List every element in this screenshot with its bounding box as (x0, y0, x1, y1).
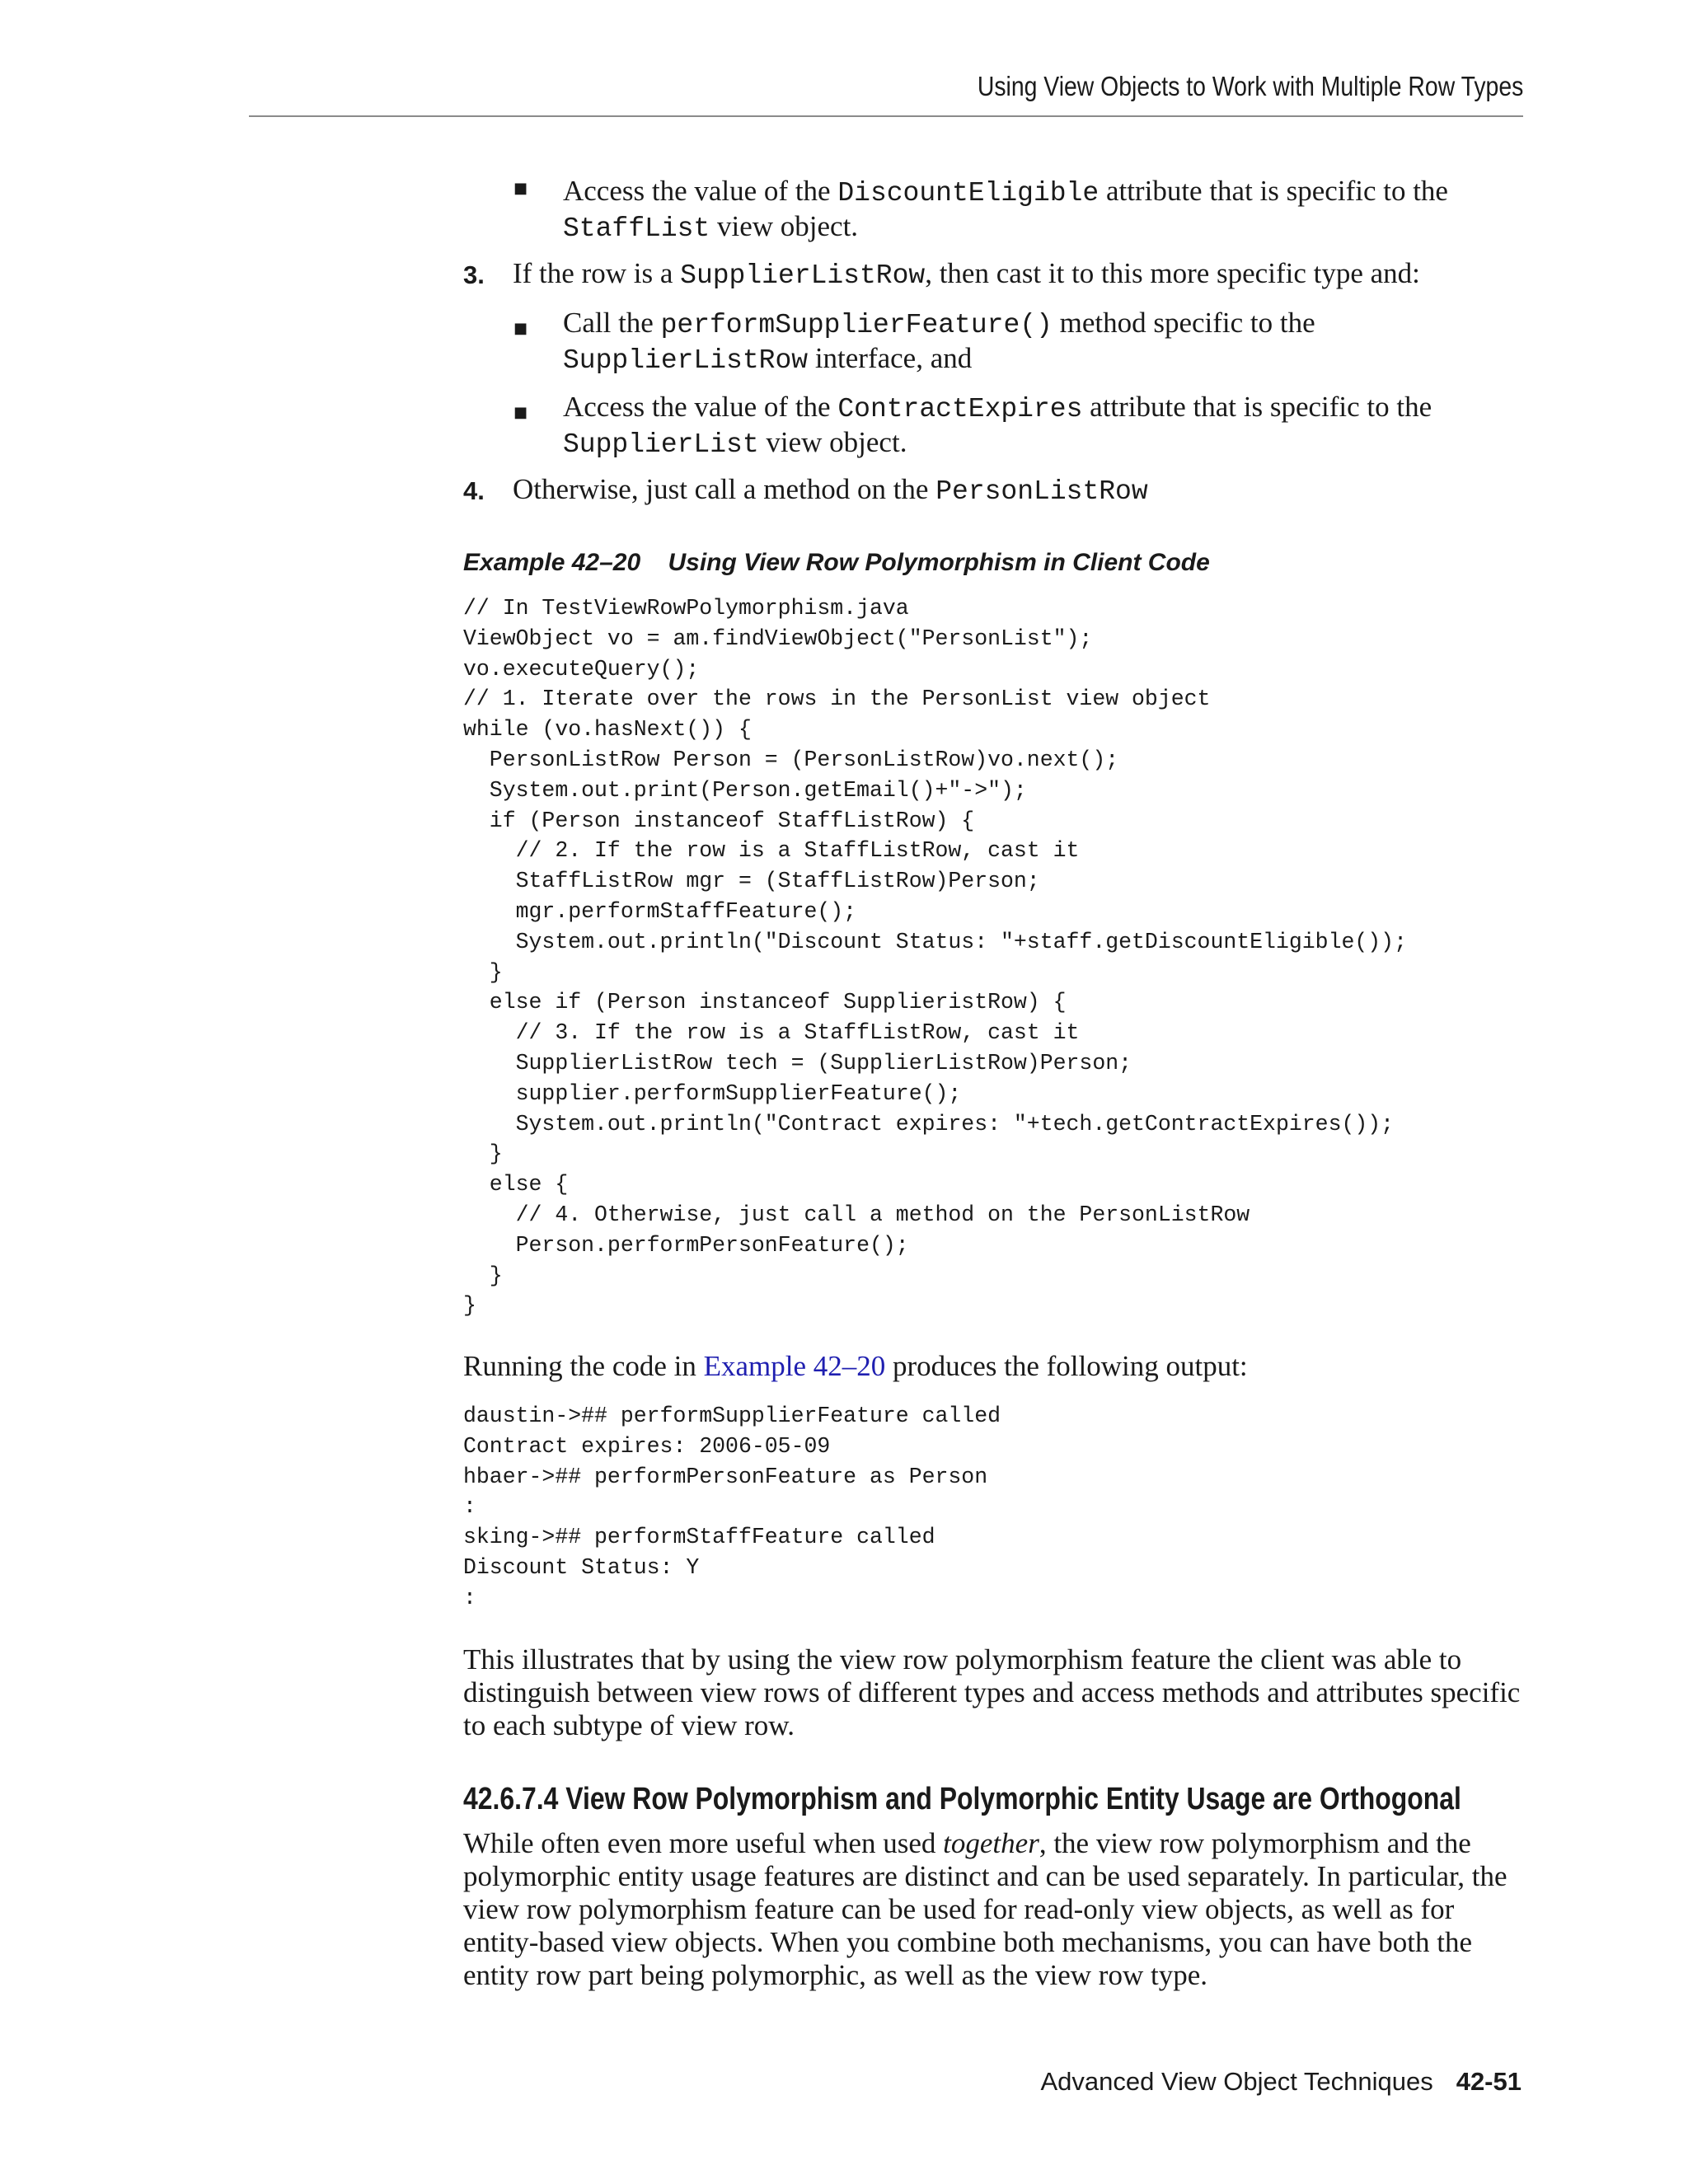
step-3-text: If the row is a SupplierListRow, then cast it to this more specific type and: (513, 257, 1420, 291)
bullet-marker: ■ (513, 180, 528, 197)
section-heading: 42.6.7.4 View Row Polymorphism and Polymorphic Entity Usage are Orthogonal (463, 1782, 1461, 1816)
page-number: 42-51 (1456, 2067, 1522, 2096)
page-header-title: Using View Objects to Work with Multiple Row Types (977, 71, 1523, 101)
step-number-4: 4. (463, 476, 485, 505)
footer-chapter: Advanced View Object Techniques (1040, 2067, 1433, 2096)
bullet-item-contract-expires: Access the value of the ContractExpires attribute that is specific to the SupplierList view object. (563, 391, 1432, 460)
bullet-marker: ■ (513, 404, 528, 421)
illustrates-paragraph: This illustrates that by using the view row polymorphism feature the client was able to distinguish between view rows of different types and access methods and attributes specific to each subtype of view row. (463, 1643, 1521, 1741)
running-paragraph: Running the code in Example 42–20 produces the following output: (463, 1350, 1248, 1382)
code-block-output: daustin->## performSupplierFeature called Contract expires: 2006-05-09 hbaer->## performPersonFeature as Person : sking->## performStaffFeature called Discount Status: Y : (463, 1404, 1001, 1610)
header-divider (249, 115, 1523, 117)
example-caption: Example 42–20 Using View Row Polymorphism in Client Code (463, 549, 1210, 576)
code-block-example: // In TestViewRowPolymorphism.java ViewObject vo = am.findViewObject("PersonList"); vo.executeQuery(); // 1. Iterate over the rows in the PersonList view object while (vo.hasNext()) { PersonListRow Person = (PersonListRow)vo.next(); System.out.print(Person.getEmail()+"->"); if (Person instanceof StaffListRow) { // 2. If the row is a StaffListRow, cast it StaffListRow mgr = (StaffListRow)Person; mgr.performStaffFeature(); System.out.println("Discount Status: "+staff.getDiscountEligible()); } else if (Person instanceof SupplieristRow) { // 3. If the row is a StaffListRow, cast it SupplierListRow tech = (SupplierListRow)Person; supplier.performSupplierFeature(); System.out.println("Contract expires: "+tech.getContractExpires()); } else { // 4. Otherwise, just call a method on the PersonListRow Person.performPersonFeature(); } } (463, 596, 1407, 1319)
final-paragraph: While often even more useful when used together, the view row polymorphism and the polymorphic entity usage features are distinct and can be used separately. In particular, the view row polymorphism feature can be used for read-only view objects, as well as for entity-based view objects. When you combine both mechanisms, you can have both the entity row part being polymorphic, as well as the view row type. (463, 1827, 1507, 1991)
bullet-item-discount: Access the value of the DiscountEligible attribute that is specific to the StaffList view object. (563, 175, 1448, 244)
bullet-marker: ■ (513, 320, 528, 337)
step-4-text: Otherwise, just call a method on the PersonListRow (513, 473, 1148, 507)
example-link[interactable]: Example 42–20 (703, 1350, 886, 1382)
step-number-3: 3. (463, 260, 485, 289)
page-footer (1040, 2067, 1522, 2097)
bullet-item-supplier-feature: Call the performSupplierFeature() method specific to the SupplierListRow interface, and (563, 307, 1315, 376)
